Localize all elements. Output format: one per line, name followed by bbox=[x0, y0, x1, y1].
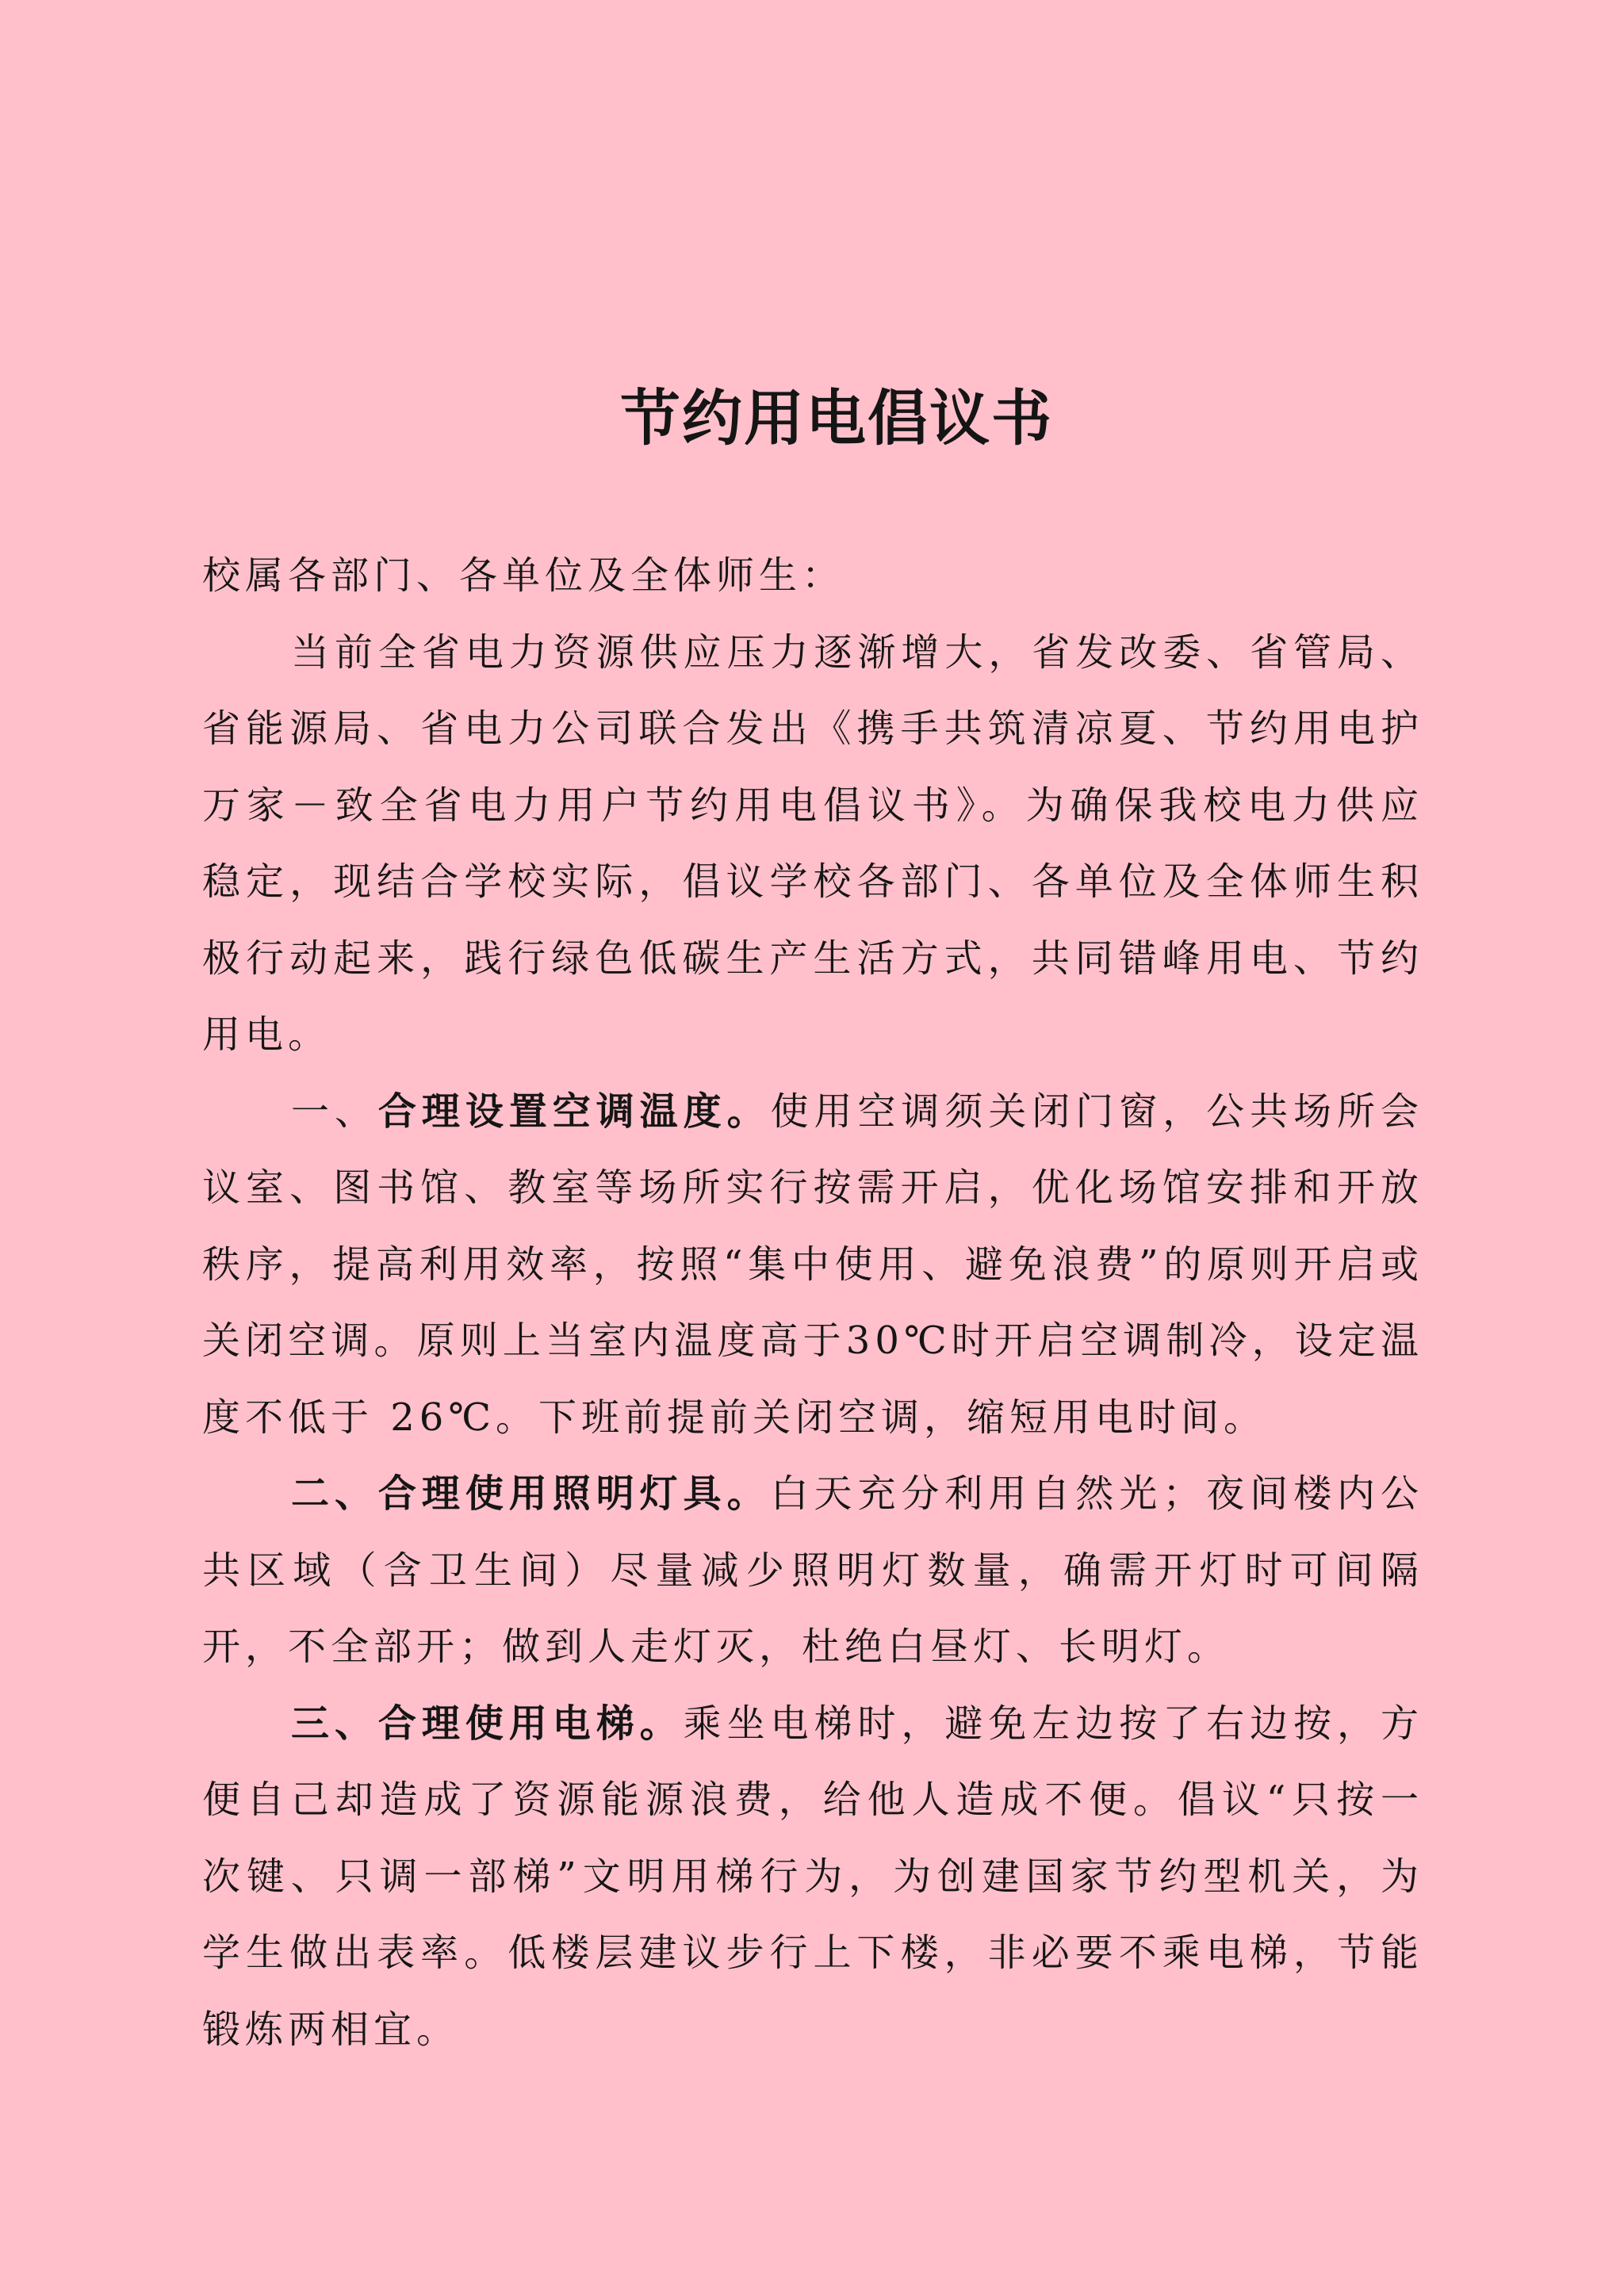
section-heading: 二、合理使用照明灯具。 bbox=[291, 1471, 771, 1516]
section-air-conditioning bbox=[202, 1073, 1423, 1456]
salutation: 校属各部门、各单位及全体师生： bbox=[202, 553, 845, 598]
section-prefix: 一、 bbox=[291, 1089, 378, 1134]
section-text: 白天充分利用自然光；夜间楼内公共区域（含卫生间）尽量减少照明灯数量，确需开灯时可间隔开，不全部开；做到人走灯灭，杜绝白昼灯、长明灯。 bbox=[202, 1471, 1423, 1669]
section-heading: 三、合理使用电梯。 bbox=[291, 1701, 684, 1746]
section-text: 乘坐电梯时，避免左边按了右边按，方便自己却造成了资源能源浪费，给他人造成不便。倡议“只按一次键、只调一部梯”文明用梯行为，为创建国家节约型机关，为学生做出表率。低楼层建议步行上下楼，非必要不乘电梯，节能锻炼两相宜。 bbox=[202, 1701, 1423, 2052]
intro-paragraph: 当前全省电力资源供应压力逐渐增大，省发改委、省管局、省能源局、省电力公司联合发出《携手共筑清凉夏、节约用电护万家－致全省电力用户节约用电倡议书》。为确保我校电力供应稳定，现结合学校实际，倡议学校各部门、各单位及全体师生积极行动起来，践行绿色低碳生产生活方式，共同错峰用电、节约用电。 bbox=[202, 629, 1423, 1057]
section-heading: 合理设置空调温度。 bbox=[377, 1089, 771, 1134]
section-elevator bbox=[202, 1686, 1423, 2068]
document-title: 节约用电倡议书 bbox=[620, 383, 1053, 453]
document-body bbox=[202, 538, 1423, 2068]
section-lighting bbox=[202, 1456, 1423, 1686]
section-text: 使用空调须关闭门窗，公共场所会议室、图书馆、教室等场所实行按需开启，优化场馆安排和开放秩序，提高利用效率，按照“集中使用、避免浪费”的原则开启或关闭空调。原则上当室内温度高于30℃时开启空调制冷，设定温度不低于 26℃。下班前提前关闭空调，缩短用电时间。 bbox=[202, 1089, 1423, 1440]
